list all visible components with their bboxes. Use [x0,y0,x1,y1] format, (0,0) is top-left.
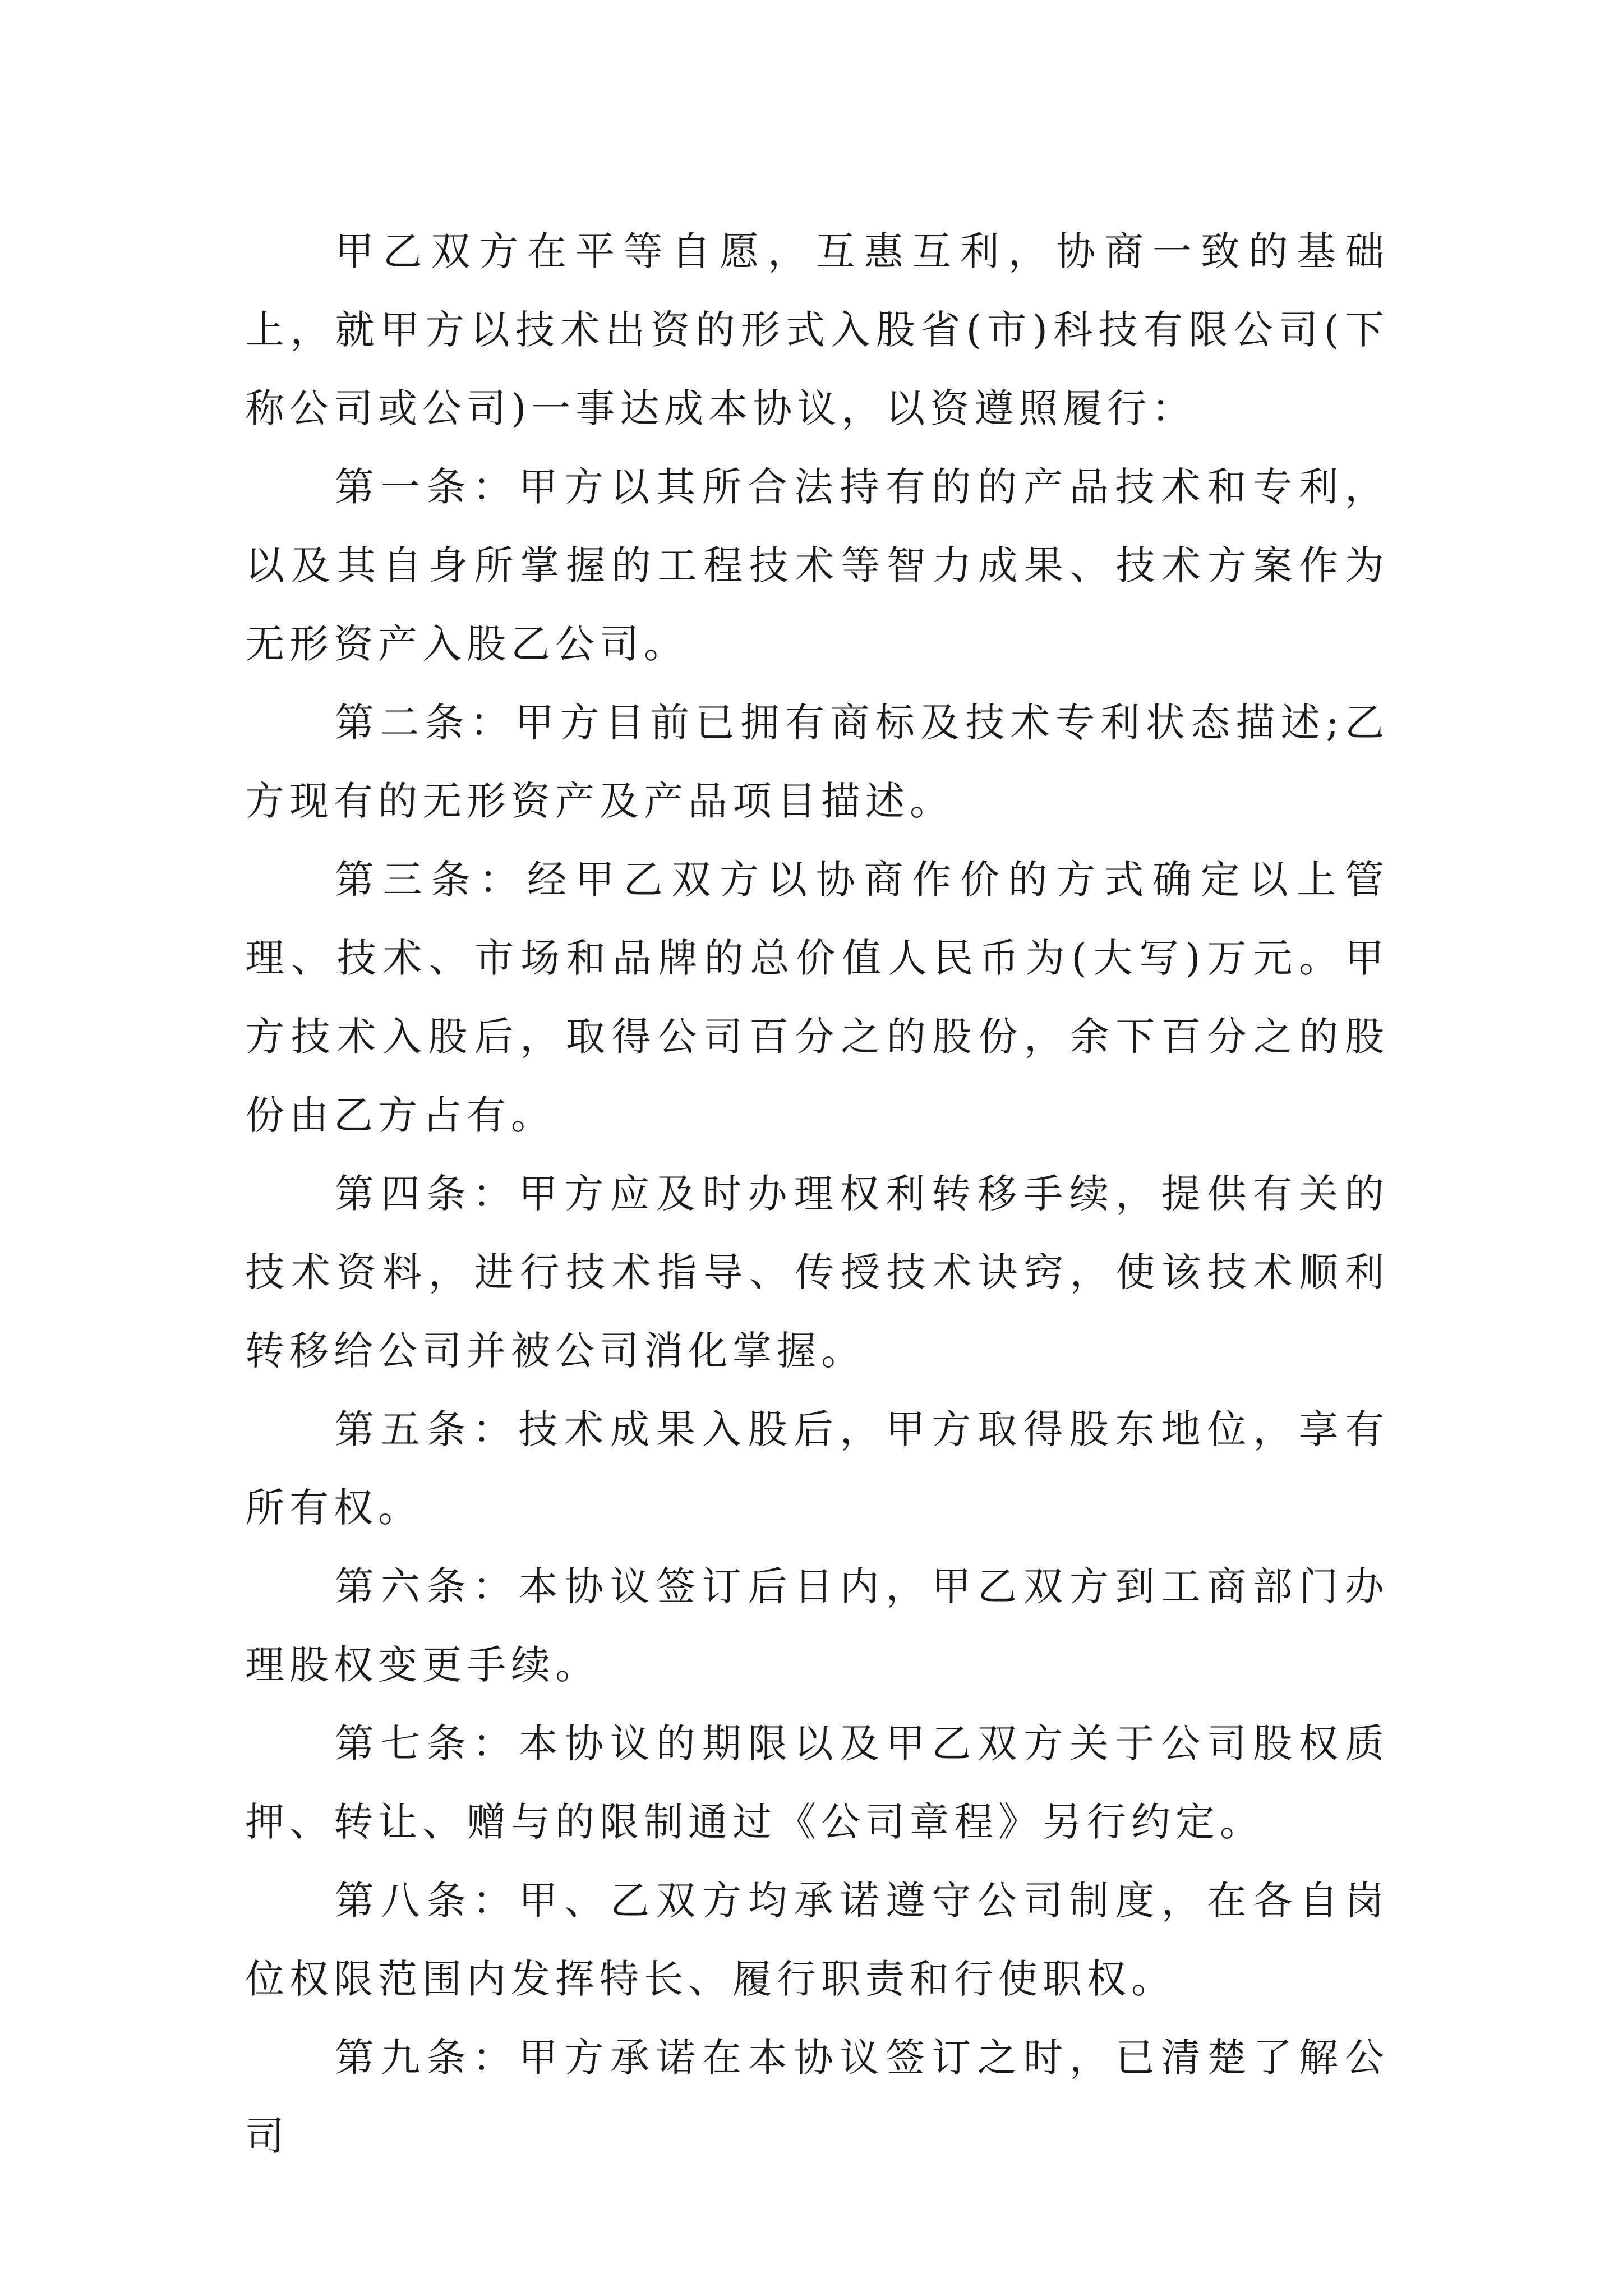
article-7-paragraph: 第七条：本协议的期限以及甲乙双方关于公司股权质押、转让、赠与的限制通过《公司章程》另行约定。 [245,1720,1389,1845]
article-3-paragraph: 第三条：经甲乙双方以协商作价的方式确定以上管理、技术、市场和品牌的总价值人民币为(大写)万元。甲方技术入股后，取得公司百分之的股份，余下百分之的股份由乙方占有。 [245,857,1389,1138]
article-8-paragraph: 第八条：甲、乙双方均承诺遵守公司制度，在各自岗位权限范围内发挥特长、履行职责和行使职权。 [245,1878,1389,2002]
article-4-paragraph: 第四条：甲方应及时办理权利转移手续，提供有关的技术资料，进行技术指导、传授技术诀窍，使该技术顺利转移给公司并被公司消化掌握。 [245,1171,1389,1374]
article-1-paragraph: 第一条：甲方以其所合法持有的的产品技术和专利，以及其自身所掌握的工程技术等智力成果、技术方案作为无形资产入股乙公司。 [245,464,1389,667]
article-5-paragraph: 第五条：技术成果入股后，甲方取得股东地位，享有所有权。 [245,1406,1389,1531]
document-body [245,212,1389,2175]
article-9-paragraph: 第九条：甲方承诺在本协议签订之时，已清楚了解公司 [245,2035,1389,2159]
article-2-paragraph: 第二条：甲方目前已拥有商标及技术专利状态描述;乙方现有的无形资产及产品项目描述。 [245,700,1389,824]
preamble-paragraph: 甲乙双方在平等自愿，互惠互利，协商一致的基础上，就甲方以技术出资的形式入股省(市)科技有限公司(下称公司或公司)一事达成本协议，以资遵照履行： [245,228,1389,431]
article-6-paragraph: 第六条：本协议签订后日内，甲乙双方到工商部门办理股权变更手续。 [245,1563,1389,1688]
